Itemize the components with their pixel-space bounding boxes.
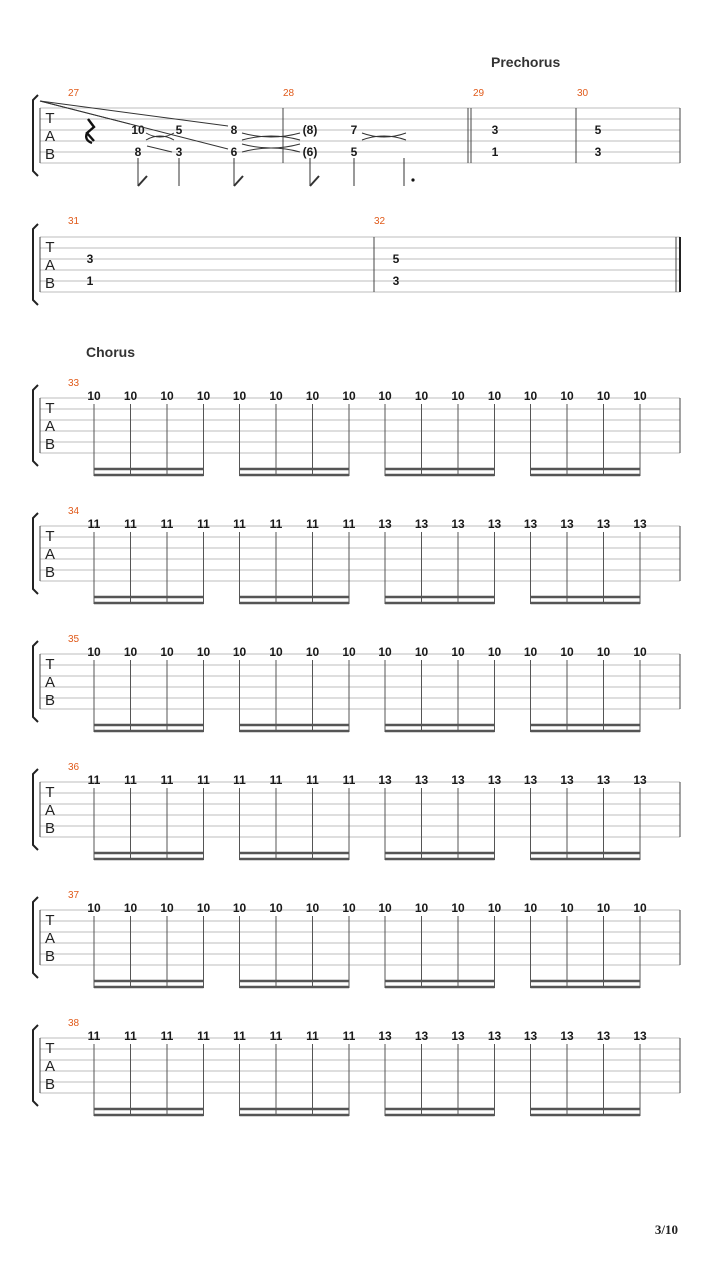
fret-number: 13 [560,1029,574,1043]
tab-system-4 [33,506,680,604]
fret-number: 8 [134,145,142,159]
fret-number: 10 [269,389,283,403]
fret-number: 10 [196,901,211,915]
fret-number: 11 [160,773,174,787]
prechorus-label: Prechorus [491,54,561,70]
fret-number: 13 [414,1029,429,1043]
measure-number: 35 [68,634,80,645]
fret-number: 11 [197,517,210,531]
fret-number: 1 [491,145,499,159]
fret-number: 10 [487,389,502,403]
tab-letter-t: T [45,400,55,417]
fret-number: 10 [560,645,574,659]
note-flag [138,176,147,186]
fret-number: 11 [233,773,246,787]
fret-number: 10 [378,901,392,915]
fret-number: 10 [305,645,320,659]
fret-number: 10 [451,645,465,659]
fret-number: 10 [414,645,429,659]
note-flag [234,176,243,186]
fret-number: 3 [491,123,499,137]
measure-number: 38 [68,1018,80,1029]
fret-number: 5 [350,145,358,159]
measure-number: 30 [577,88,589,99]
fret-number: 13 [633,1029,647,1043]
chorus-label: Chorus [86,344,135,360]
tab-letter-a: A [44,674,56,691]
fret-number: 10 [342,901,356,915]
fret-number: 10 [196,645,211,659]
fret-number: 10 [196,389,211,403]
fret-number: 11 [160,517,174,531]
system-bracket [33,641,38,722]
fret-number: 11 [124,773,137,787]
fret-number: 10 [87,389,101,403]
fret-number: 3 [392,274,400,288]
fret-number: 10 [342,389,356,403]
fret-number: 13 [560,773,574,787]
fret-number: 3 [86,252,94,266]
fret-number: 13 [523,517,538,531]
fret-number: 10 [378,645,392,659]
fret-number: 10 [269,645,283,659]
fret-number: 1 [86,274,94,288]
fret-number: 3 [594,145,602,159]
fret-number: 10 [131,123,145,137]
dot-icon [411,178,414,181]
fret-number: 13 [414,773,429,787]
tab-letter-b: B [44,146,56,163]
tab-letter-t: T [45,784,55,801]
system-bracket [33,1025,38,1106]
tab-letter-b: B [44,436,56,453]
fret-number: 10 [87,901,101,915]
fret-number: 10 [123,645,138,659]
fret-number: 13 [487,773,502,787]
fret-number: 13 [378,1029,392,1043]
fret-number: 13 [378,517,392,531]
tab-letter-a: A [44,546,56,563]
page-number: 3/10 [654,1222,678,1237]
fret-number: (6) [302,145,318,159]
fret-number: 11 [306,773,319,787]
fret-number: 10 [232,389,247,403]
tab-letter-b: B [44,564,56,581]
tab-letter-t: T [45,110,55,127]
tab-letter-a: A [44,128,56,145]
tab-system-3 [33,378,680,476]
fret-number: 5 [392,252,400,266]
fret-number: 13 [487,1029,502,1043]
fret-number: 13 [414,517,429,531]
fret-number: 13 [560,517,574,531]
fret-number: 6 [230,145,238,159]
tab-letter-t: T [45,912,55,929]
tie-curve [242,148,300,152]
fret-number: 10 [487,901,502,915]
fret-number: 10 [560,389,574,403]
fret-number: 11 [342,517,356,531]
fret-number: 11 [233,517,246,531]
fret-number: 8 [230,123,238,137]
fret-number: 10 [487,645,502,659]
tab-letter-a: A [44,1058,56,1075]
fret-number: 10 [596,645,611,659]
note-flag [310,176,319,186]
fret-number: 11 [342,1029,356,1043]
fret-number: 10 [523,901,538,915]
tab-system-7 [33,890,680,988]
fret-number: 11 [160,1029,174,1043]
tab-letter-b: B [44,948,56,965]
fret-number: 3 [175,145,183,159]
fret-number: 13 [378,773,392,787]
tab-letter-t: T [45,1040,55,1057]
tab-system-6 [33,762,680,860]
slide-line [147,146,172,152]
tab-system-8 [33,1018,680,1116]
measure-number: 37 [68,890,80,901]
fret-number: 10 [633,901,647,915]
fret-number: 10 [596,389,611,403]
fret-number: 10 [523,645,538,659]
tie-curve [242,144,300,148]
tab-system-1 [33,88,680,186]
tab-system-5 [33,634,680,732]
fret-number: 11 [124,1029,137,1043]
tab-letter-a: A [44,802,56,819]
fret-number: 5 [594,123,602,137]
tab-letter-a: A [44,257,56,274]
fret-number: 13 [451,517,465,531]
system-bracket [33,385,38,466]
tab-letter-a: A [44,418,56,435]
fret-number: 10 [160,645,174,659]
fret-number: 11 [87,1029,101,1043]
measure-number: 31 [68,216,80,227]
fret-number: 10 [523,389,538,403]
measure-number: 32 [374,216,386,227]
fret-number: 10 [160,389,174,403]
fret-number: 10 [451,389,465,403]
fret-number: 11 [197,773,210,787]
system-bracket [33,513,38,594]
tab-letter-b: B [44,692,56,709]
fret-number: 10 [232,645,247,659]
fret-number: 13 [451,773,465,787]
measure-number: 27 [68,88,80,99]
measure-number: 29 [473,88,485,99]
fret-number: 10 [414,901,429,915]
tab-letter-b: B [44,275,56,292]
tab-letter-b: B [44,820,56,837]
fret-number: 13 [633,773,647,787]
system-bracket [33,769,38,850]
fret-number: 13 [633,517,647,531]
fret-number: 7 [350,123,358,137]
system-bracket [33,897,38,978]
fret-number: 11 [269,773,283,787]
fret-number: 10 [633,645,647,659]
fret-number: 11 [197,1029,210,1043]
tab-letter-t: T [45,656,55,673]
fret-number: 11 [233,1029,246,1043]
fret-number: 13 [523,773,538,787]
quarter-rest-icon [86,119,94,143]
fret-number: 10 [451,901,465,915]
fret-number: 10 [378,389,392,403]
fret-number: 10 [269,901,283,915]
fret-number: 13 [596,1029,611,1043]
fret-number: (8) [302,123,318,137]
measure-number: 34 [68,506,80,517]
fret-number: 5 [175,123,183,137]
fret-number: 11 [87,517,101,531]
fret-number: 10 [232,901,247,915]
system-bracket [33,95,38,176]
fret-number: 13 [596,773,611,787]
fret-number: 13 [487,517,502,531]
measure-number: 28 [283,88,295,99]
fret-number: 10 [560,901,574,915]
fret-number: 13 [523,1029,538,1043]
tab-letter-a: A [44,930,56,947]
fret-number: 11 [269,1029,283,1043]
fret-number: 11 [124,517,137,531]
fret-number: 10 [342,645,356,659]
fret-number: 13 [596,517,611,531]
measure-number: 33 [68,378,80,389]
fret-number: 10 [305,901,320,915]
fret-number: 10 [87,645,101,659]
fret-number: 10 [633,389,647,403]
fret-number: 10 [305,389,320,403]
fret-number: 11 [306,517,319,531]
measure-number: 36 [68,762,80,773]
fret-number: 11 [87,773,101,787]
tab-letter-t: T [45,239,55,256]
fret-number: 11 [269,517,283,531]
fret-number: 11 [342,773,356,787]
system-bracket [33,224,38,305]
fret-number: 10 [123,901,138,915]
tab-system-2 [33,216,680,305]
tab-letter-t: T [45,528,55,545]
fret-number: 13 [451,1029,465,1043]
tab-letter-b: B [44,1076,56,1093]
fret-number: 10 [596,901,611,915]
fret-number: 10 [123,389,138,403]
fret-number: 11 [306,1029,319,1043]
fret-number: 10 [160,901,174,915]
fret-number: 10 [414,389,429,403]
